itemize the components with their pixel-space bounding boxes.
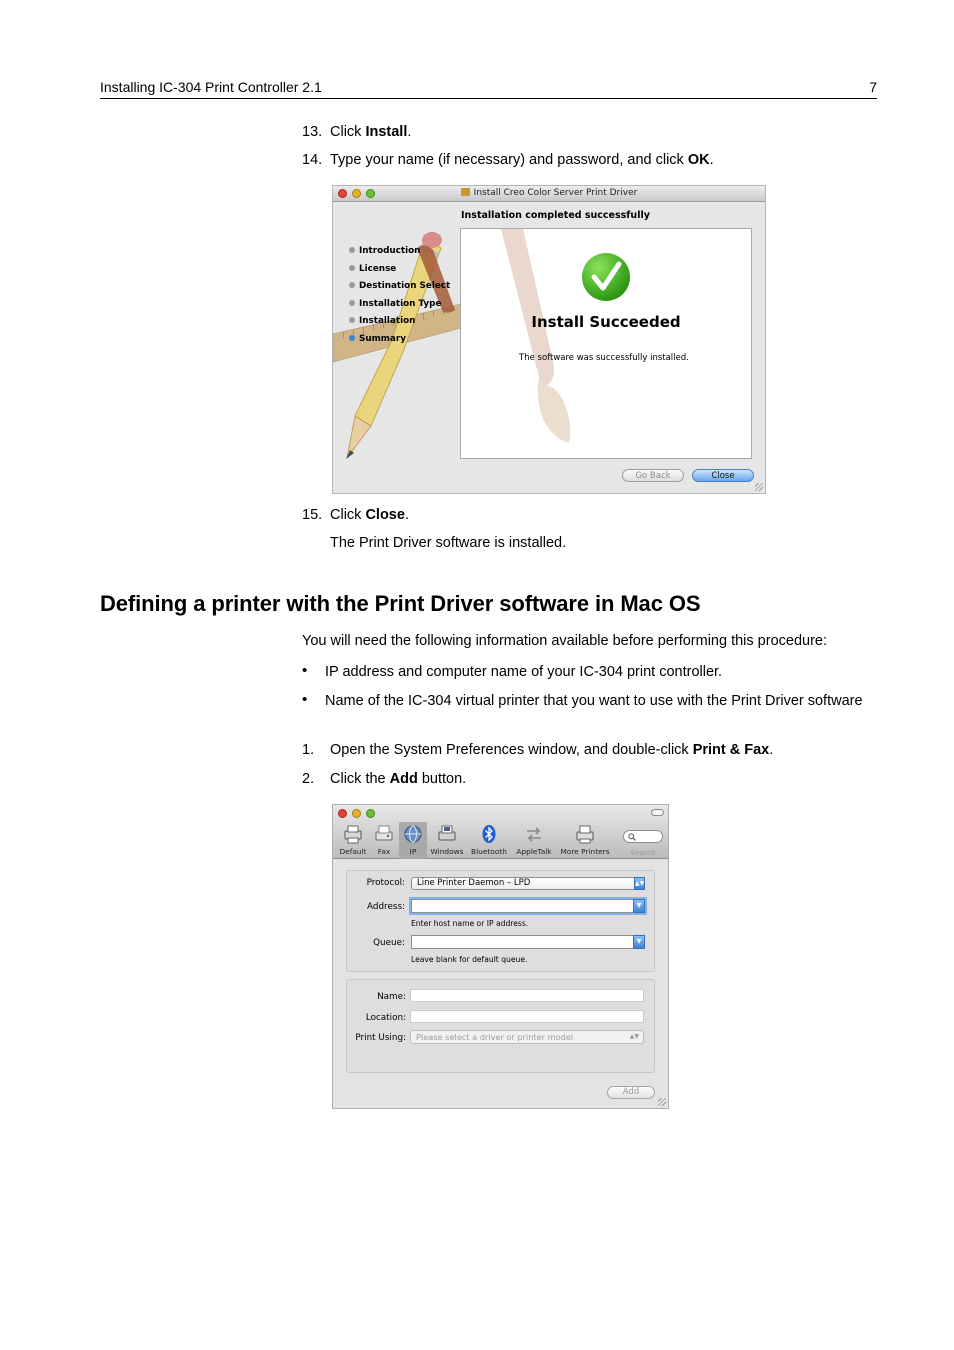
go-back-button[interactable]: Go Back xyxy=(622,469,684,482)
step-bullet-icon xyxy=(349,317,355,323)
protocol-value: Line Printer Daemon – LPD xyxy=(417,878,531,888)
toolbar-ip[interactable]: IP xyxy=(399,823,427,856)
toolbar-appletalk[interactable]: AppleTalk xyxy=(513,823,555,856)
section-heading: Defining a printer with the Print Driver software in Mac OS xyxy=(100,591,701,616)
package-icon xyxy=(461,188,470,196)
step-1: 1. Open the System Preferences window, and double-click Print & Fax. xyxy=(302,742,774,758)
fax-icon xyxy=(373,823,395,845)
ui-term: Add xyxy=(389,771,418,787)
step-15: 15. Click Close. xyxy=(302,507,409,523)
running-header-title: Installing IC-304 Print Controller 2.1 xyxy=(100,79,322,95)
step-2: 2. Click the Add button. xyxy=(302,771,467,787)
ui-term: OK xyxy=(687,152,710,168)
print-using-label: Print Using: xyxy=(355,1033,406,1043)
print-using-popup[interactable] xyxy=(410,1030,644,1044)
installer-subtitle: Installation completed successfully xyxy=(461,210,650,221)
toolbar-default[interactable]: Default xyxy=(337,823,369,856)
step-number: 13. xyxy=(302,124,323,140)
installer-step-installation: Installation xyxy=(349,313,450,331)
search-field[interactable] xyxy=(623,830,663,843)
address-hint: Enter host name or IP address. xyxy=(411,919,529,928)
toolbar-bluetooth[interactable]: Bluetooth xyxy=(469,823,509,856)
add-printer-toolbar xyxy=(333,805,668,859)
step-14: 14. Type your name (if necessary) and password, and click OK. xyxy=(302,152,714,168)
step-bullet-icon xyxy=(349,282,355,288)
protocol-label: Protocol: xyxy=(366,878,405,888)
toolbar-toggle-icon[interactable] xyxy=(651,809,664,816)
toolbar-windows[interactable]: Windows xyxy=(429,823,465,856)
protocol-popup[interactable] xyxy=(411,877,645,890)
installer-window-screenshot xyxy=(332,185,766,494)
search-icon xyxy=(628,833,636,841)
installer-step-type: Installation Type xyxy=(349,296,450,314)
installer-content-pane xyxy=(460,228,752,459)
queue-input[interactable] xyxy=(411,935,645,949)
step-number: 15. xyxy=(302,507,323,523)
toolbar-more-printers[interactable]: More Printers xyxy=(559,823,611,856)
step-15-note: The Print Driver software is installed. xyxy=(330,535,567,551)
add-printer-window-screenshot xyxy=(332,804,669,1109)
chevron-down-icon[interactable]: ▼ xyxy=(633,899,645,913)
install-succeeded-heading: Install Succeeded xyxy=(531,313,681,331)
step-13: 13. Click Install. xyxy=(302,124,412,140)
installer-step-introduction: Introduction xyxy=(349,243,450,261)
installer-title-bar xyxy=(333,186,765,202)
current-step-bullet-icon xyxy=(349,335,355,341)
toolbar-fax[interactable]: Fax xyxy=(371,823,397,856)
close-window-icon[interactable] xyxy=(338,809,347,818)
close-button[interactable]: Close xyxy=(692,469,754,482)
step-number: 14. xyxy=(302,152,323,168)
installer-step-license: License xyxy=(349,261,450,279)
step-number: 2. xyxy=(302,771,315,787)
header-rule xyxy=(100,98,877,99)
name-label: Name: xyxy=(377,992,406,1002)
windows-printer-icon xyxy=(436,823,458,845)
address-input[interactable] xyxy=(411,899,645,913)
address-label: Address: xyxy=(367,902,405,912)
install-succeeded-message: The software was successfully installed. xyxy=(519,353,689,363)
installer-steps-list xyxy=(349,243,450,349)
page-number: 7 xyxy=(869,79,877,95)
ui-term: Print & Fax xyxy=(692,742,770,758)
chevron-down-icon[interactable]: ▼ xyxy=(633,935,645,949)
bullet-icon: • xyxy=(302,662,308,679)
bullet-item: • Name of the IC-304 virtual printer that you want to use with the Print Driver software xyxy=(302,691,863,709)
ip-globe-icon xyxy=(402,823,424,845)
installer-step-summary: Summary xyxy=(349,331,450,349)
step-number: 1. xyxy=(302,742,315,758)
popup-arrows-icon: ▲▼ xyxy=(634,877,645,890)
resize-grip-icon[interactable] xyxy=(755,483,763,491)
print-using-value: Please select a driver or printer model xyxy=(416,1032,574,1042)
bullet-item: • IP address and computer name of your IC-304 print controller. xyxy=(302,662,723,680)
search-label: Search xyxy=(630,848,656,857)
section-intro: You will need the following information available before performing this procedure: xyxy=(302,633,827,649)
default-printer-icon xyxy=(342,823,364,845)
location-input[interactable] xyxy=(410,1010,644,1023)
more-printers-icon xyxy=(574,823,596,845)
bullet-icon: • xyxy=(302,691,308,708)
ui-term: Close xyxy=(365,507,405,523)
resize-grip-icon[interactable] xyxy=(658,1098,666,1106)
location-label: Location: xyxy=(365,1013,406,1023)
step-bullet-icon xyxy=(349,247,355,253)
popup-arrows-icon: ▲▼ xyxy=(629,1033,639,1040)
add-button[interactable]: Add xyxy=(607,1086,655,1099)
name-input[interactable] xyxy=(410,989,644,1002)
minimize-window-icon[interactable] xyxy=(352,809,361,818)
installer-step-destination: Destination Select xyxy=(349,278,450,296)
zoom-window-icon[interactable] xyxy=(366,809,375,818)
bluetooth-icon xyxy=(478,823,500,845)
step-bullet-icon xyxy=(349,265,355,271)
installer-window-title: Install Creo Color Server Print Driver xyxy=(473,188,638,198)
queue-label: Queue: xyxy=(373,938,405,948)
queue-hint: Leave blank for default queue. xyxy=(411,955,528,964)
appletalk-arrows-icon xyxy=(523,823,545,845)
step-bullet-icon xyxy=(349,300,355,306)
ui-term: Install xyxy=(365,124,408,140)
success-check-icon xyxy=(582,253,630,301)
